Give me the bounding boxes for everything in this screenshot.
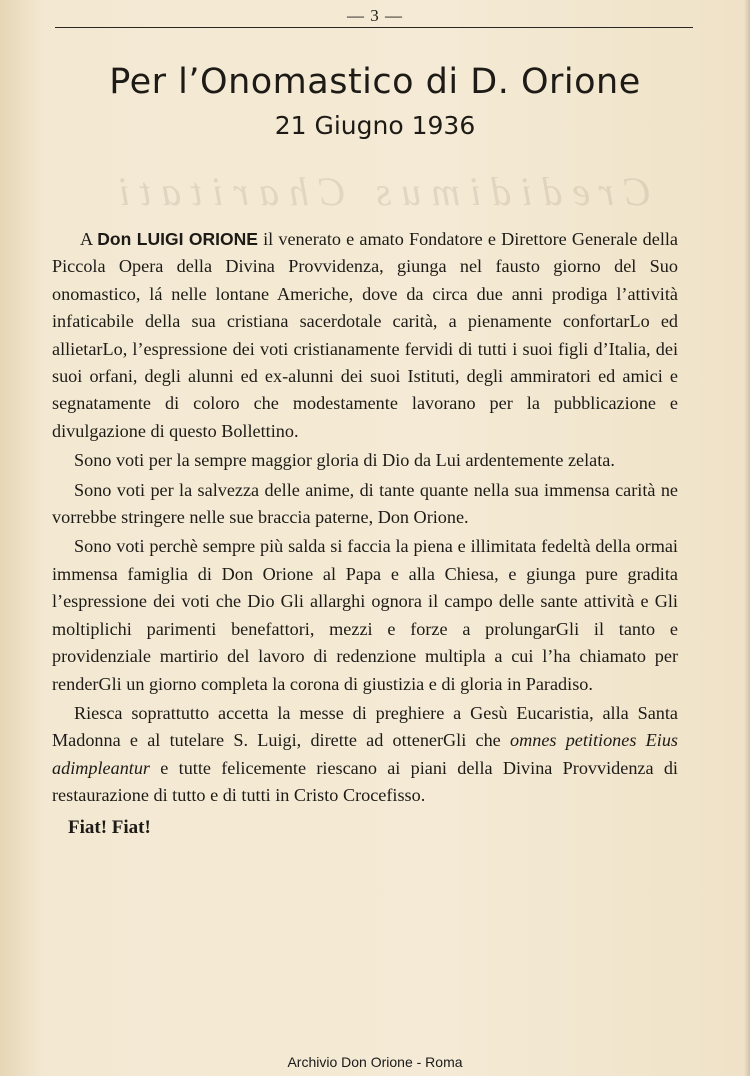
latin-phrase: omnes petitiones Eius adimpleantur [52,730,678,778]
paragraph-2: Sono voti per la sempre maggior gloria di Dio da Lui ardentemente zelata. [74,450,615,471]
show-through-text: Credidimus Charitati [109,169,651,214]
paragraph-5-after: e tutte felicemente riescano ai piani della Divina Provvidenza di restaurazione di tutto e di tutti in Cristo Crocefisso. [52,757,678,806]
don-label: Don [97,229,137,249]
paragraph-4: Sono voti perchè sempre più salda si faccia la piena e illimitata fedeltà della ormai immensa famiglia di Don Orione al Papa e alla Chiesa, e giunga pure gradita l’espressione dei voti che Dio Gli allarghi ognora il campo delle sante attività e Gli moltiplichi parimenti benefattori, mezzi e forze a prolungarGli il tanto e providenziale martirio del lavoro di redenzione multipla a cui l’ha chiamato per renderGli un giorno completa la corona di giustizia e di gloria in Paradiso. [52,536,678,694]
header-rule [55,27,693,28]
paragraph-3: Sono voti per la salvezza delle anime, di tante quante nella sua immensa carità ne vorrebbe stringere nelle sue braccia paterne, Don Orione. [52,479,678,528]
closing-fiat: Fiat! Fiat! [68,816,151,838]
article-title: Per l’Onomastico di D. Orione [109,62,641,102]
page-edge-shadow [744,0,750,1076]
paragraph-5-before: Riesca soprattutto accetta la messe di preghiere a Gesù Eucaristia, alla Santa Madonna e al tutelare S. Luigi, dirette ad ottenerGli che [52,702,678,751]
paragraph-1 [52,226,678,445]
article-date: 21 Giugno 1936 [274,111,476,140]
archive-footer: Archivio Don Orione - Roma [287,1054,463,1070]
paragraph-1-text: il venerato e amato Fondatore e Direttore Generale della Piccola Opera della Divina Provvidenza, giunga nel fausto giorno del Suo onomastico, lá nelle lontane Americhe, dove da circa due anni prodiga l’attività infaticabile della sua cristiana sacerdotale carità, a pienamente confortarLo ed allietarLo, l’espressione dei voti cristianamente fervidi di tutti i suoi figli d’Italia, dei suoi orfani, degli alunni ed ex-alunni dei suoi Istituti, degli ammiratori ed amici e segnatamente di coloro che modestamente lavorano per la pubblicazione e divulgazione di questo Bollettino. [52,229,679,441]
paragraph-5 [52,700,678,810]
founder-name: LUIGI ORIONE [136,229,258,249]
article-body [52,226,678,841]
paragraph-1-lead: A [80,229,98,249]
page-number: — 3 — [347,6,403,25]
